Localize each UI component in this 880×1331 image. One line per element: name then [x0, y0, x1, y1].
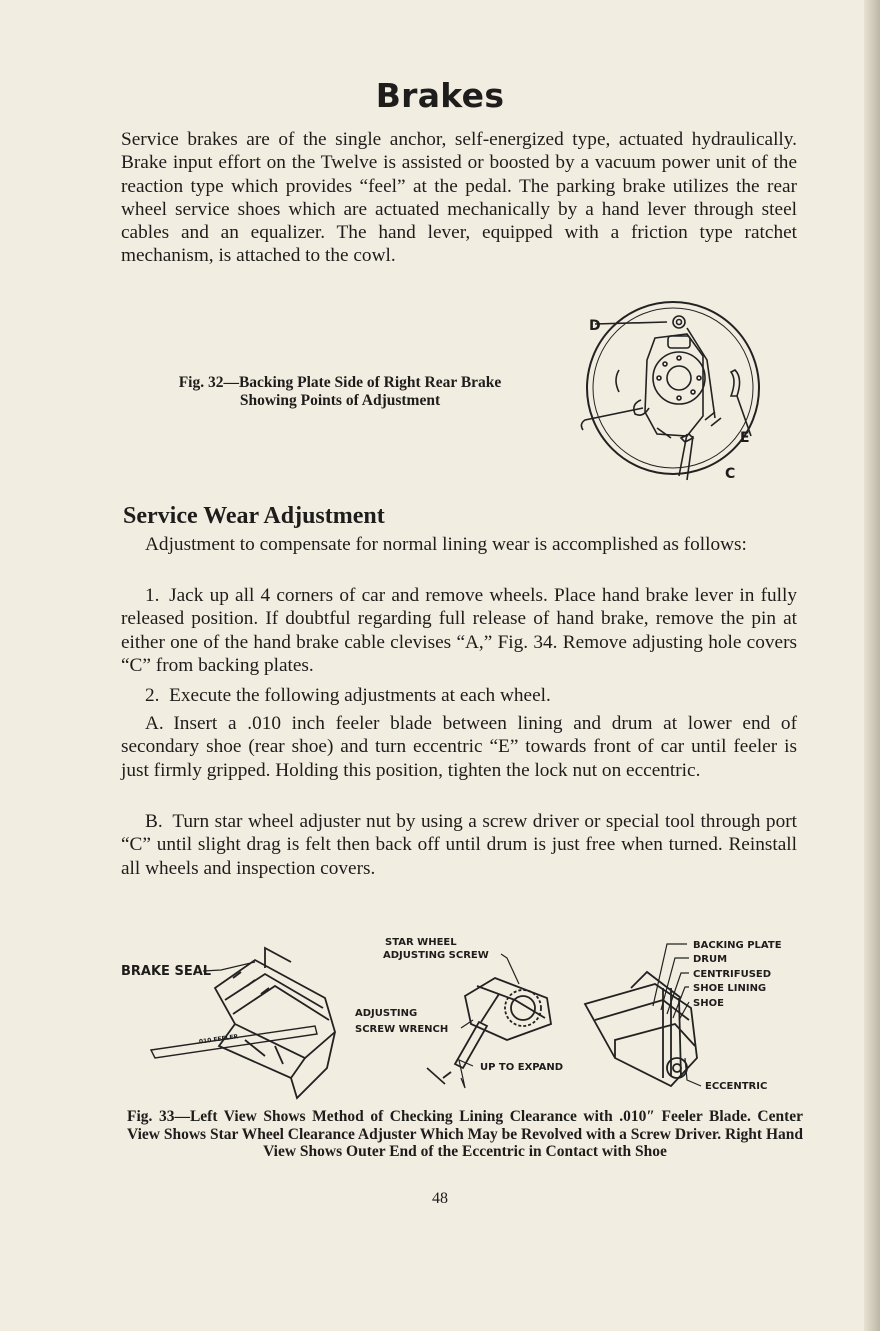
step-2: 2. Execute the following adjustments at each wheel. — [145, 685, 551, 706]
fig33-label-centrifused: CENTRIFUSED — [693, 969, 772, 980]
fig33-label-brake-seal: BRAKE SEAL — [121, 964, 212, 979]
fig33-label-wrench-1: ADJUSTING — [355, 1008, 418, 1019]
step-b: B. Turn star wheel adjuster nut by using a screw driver or special tool through port “C” until slight drag is felt then back off until drum is just free when turned. Reinstall all wheels and inspection covers. — [121, 811, 797, 879]
fig33-label-star-wheel-2: ADJUSTING SCREW — [383, 950, 489, 961]
page-number: 48 — [432, 1190, 448, 1207]
fig32-label-d: D — [589, 318, 601, 334]
fig33-caption: Fig. 33—Left View Shows Method of Checking Lining Clearance with .010″ Feeler Blade. Center View Shows Star Wheel Clearance Adjuster Which May be Revolved with a Screw Driver. Right Hand View Shows Outer End of the Eccentric in Contact with Shoe — [127, 1108, 803, 1160]
page-title: Brakes — [375, 76, 505, 115]
fig33-label-star-wheel-1: STAR WHEEL — [385, 937, 457, 948]
fig33-label-wrench-2: SCREW WRENCH — [355, 1024, 449, 1035]
fig33-label-drum: DRUM — [693, 954, 728, 965]
fig33-label-eccentric: ECCENTRIC — [705, 1081, 768, 1092]
fig33-illustration — [115, 928, 815, 1100]
section-heading: Service Wear Adjustment — [123, 503, 385, 529]
step-1: 1. Jack up all 4 corners of car and remove wheels. Place hand brake lever in fully released position. If doubtful regarding full release of hand brake, remove the pin at either one of the hand brake cable clevises “A,” Fig. 34. Remove adjusting hole covers “C” from backing plates. — [121, 585, 797, 676]
fig33-label-shoe-lining: SHOE LINING — [693, 983, 767, 994]
fig33-label-expand: UP TO EXPAND — [480, 1062, 564, 1073]
fig32-illustration — [575, 300, 775, 490]
fig32-caption: Fig. 32—Backing Plate Side of Right Rear Brake Showing Points of Adjustment — [178, 374, 502, 409]
fig33-label-shoe: SHOE — [693, 998, 724, 1009]
intro-paragraph: Service brakes are of the single anchor, self-energized type, actuated hydraulically. Brake input effort on the Twelve is assisted or boosted by a vacuum power unit of the reaction type which provides “feel” at the pedal. The parking brake utilizes the rear wheel service shoes which are actuated mechanically by a hand lever through steel cables and an equalizer. The hand lever, equipped with a friction type ratchet mechanism, is attached to the cowl. — [121, 129, 797, 267]
section-intro: Adjustment to compensate for normal lining wear is accomplished as follows: — [145, 534, 747, 555]
fig32-label-e: E — [740, 430, 750, 446]
fig33-right-view — [585, 972, 697, 1086]
fig33-label-backing-plate: BACKING PLATE — [693, 940, 782, 951]
fig33-label-feeler: .010 FEELER — [196, 1033, 239, 1046]
step-a: A. Insert a .010 inch feeler blade between lining and drum at lower end of secondary shoe (rear shoe) and turn eccentric “E” towards front of car until feeler is just firmly gripped. Holding this position, tighten the lock nut on eccentric. — [121, 713, 797, 781]
page-edge — [864, 0, 880, 1331]
fig32-label-c: C — [725, 466, 736, 482]
